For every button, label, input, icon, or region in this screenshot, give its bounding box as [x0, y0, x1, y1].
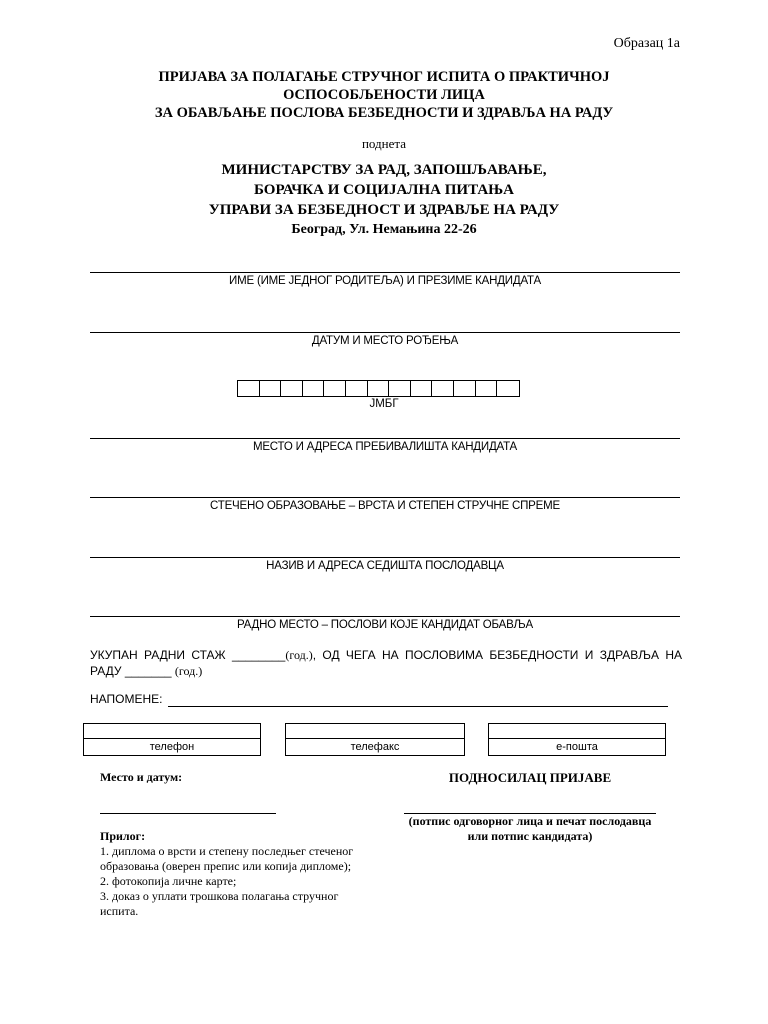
name-field-label: ИМЕ (ИМЕ ЈЕДНОГ РОДИТЕЉА) И ПРЕЗИМЕ КАНДИДАТА	[229, 275, 541, 287]
jmbg-input-boxes[interactable]	[237, 380, 520, 397]
title-line: ПРИЈАВА ЗА ПОЛАГАЊЕ СТРУЧНОГ ИСПИТА О ПРАКТИЧНОЈ	[158, 69, 610, 85]
recipient-line: УПРАВИ ЗА БЕЗБЕДНОСТ И ЗДРАВЉЕ НА РАДУ	[208, 202, 560, 218]
title-line: ОСПОСОБЉЕНОСТИ ЛИЦА	[283, 87, 485, 103]
experience-safety: , ОД ЧЕГА НА ПОСЛОВИМА БЕЗБЕДНОСТИ И ЗДРАВЉА НА РАДУ _______	[90, 648, 682, 678]
signature-caption	[395, 814, 665, 844]
signature-caption-line: или потпис кандидата)	[467, 829, 593, 843]
recipient-address: Београд, Ул. Немањина 22-26	[291, 222, 477, 237]
fax-label: телефакс	[350, 741, 400, 753]
jmbg-label: ЈМБГ	[369, 398, 399, 410]
fax-input[interactable]	[286, 724, 464, 739]
attachment-item: 2. фотокопија личне карте;	[100, 874, 237, 888]
title-line: ЗА ОБАВЉАЊЕ ПОСЛОВА БЕЗБЕДНОСТИ И ЗДРАВЉА НА РАДУ	[154, 105, 614, 121]
recipient-block	[0, 160, 768, 240]
education-field-line[interactable]	[90, 497, 680, 498]
fax-box[interactable]	[285, 723, 465, 756]
jmbg-digit-box[interactable]	[324, 381, 346, 396]
place-date-label: Место и датум:	[100, 770, 183, 784]
email-input[interactable]	[489, 724, 665, 739]
workplace-field-line[interactable]	[90, 616, 680, 617]
workplace-field-label: РАДНО МЕСТО – ПОСЛОВИ КОЈЕ КАНДИДАТ ОБАВЉА	[236, 619, 533, 631]
education-field-label: СТЕЧЕНО ОБРАЗОВАЊЕ – ВРСТА И СТЕПЕН СТРУЧНЕ СПРЕМЕ	[210, 500, 560, 512]
signature-caption-line: (потпис одговорног лица и печат послодавца	[408, 814, 652, 828]
jmbg-digit-box[interactable]	[303, 381, 325, 396]
notes-label: НАПОМЕНЕ:	[90, 692, 163, 706]
attachments-block	[100, 829, 390, 919]
applicant-label: ПОДНОСИЛАЦ ПРИЈАВЕ	[448, 770, 612, 785]
experience-total: УКУПАН РАДНИ СТАЖ ________	[90, 648, 286, 662]
email-box[interactable]	[488, 723, 666, 756]
phone-input[interactable]	[84, 724, 260, 739]
residence-field-label: МЕСТО И АДРЕСА ПРЕБИВАЛИШТА КАНДИДАТА	[252, 441, 518, 453]
attachment-item: 1. диплома о врсти и степену последњег стеченог	[100, 844, 354, 858]
email-label: е-пошта	[556, 741, 598, 753]
jmbg-digit-box[interactable]	[389, 381, 411, 396]
recipient-line: БОРАЧКА И СОЦИЈАЛНА ПИТАЊА	[253, 182, 515, 198]
phone-box[interactable]	[83, 723, 261, 756]
jmbg-digit-box[interactable]	[281, 381, 303, 396]
employer-field-label: НАЗИВ И АДРЕСА СЕДИШТА ПОСЛОДАВЦА	[266, 560, 504, 572]
jmbg-digit-box[interactable]	[260, 381, 282, 396]
place-date-line[interactable]	[100, 813, 276, 814]
attachments-title: Прилог:	[100, 829, 146, 843]
jmbg-digit-box[interactable]	[476, 381, 498, 396]
jmbg-digit-box[interactable]	[454, 381, 476, 396]
name-field-line[interactable]	[90, 272, 680, 273]
jmbg-digit-box[interactable]	[368, 381, 390, 396]
form-title	[0, 68, 768, 122]
jmbg-digit-box[interactable]	[346, 381, 368, 396]
form-number: Образац 1а	[613, 36, 680, 51]
residence-field-line[interactable]	[90, 438, 680, 439]
birth-field-line[interactable]	[90, 332, 680, 333]
years-unit: (год.)	[285, 648, 313, 662]
recipient-line: МИНИСТАРСТВУ ЗА РАД, ЗАПОШЉАВАЊЕ,	[221, 162, 547, 178]
attachment-item: образовања (оверен препис или копија дипломе);	[100, 859, 352, 873]
notes-field-line[interactable]	[168, 706, 668, 707]
years-unit: (год.)	[174, 664, 203, 678]
jmbg-digit-box[interactable]	[411, 381, 433, 396]
jmbg-digit-box[interactable]	[497, 381, 519, 396]
work-experience-text	[90, 647, 682, 679]
submitted-label: поднета	[361, 136, 407, 151]
phone-label: телефон	[149, 741, 195, 753]
birth-field-label: ДАТУМ И МЕСТО РОЂЕЊА	[311, 335, 459, 347]
attachment-item: испита.	[100, 904, 139, 918]
attachment-item: 3. доказ о уплати трошкова полагања стручног	[100, 889, 339, 903]
employer-field-line[interactable]	[90, 557, 680, 558]
jmbg-digit-box[interactable]	[238, 381, 260, 396]
jmbg-digit-box[interactable]	[432, 381, 454, 396]
